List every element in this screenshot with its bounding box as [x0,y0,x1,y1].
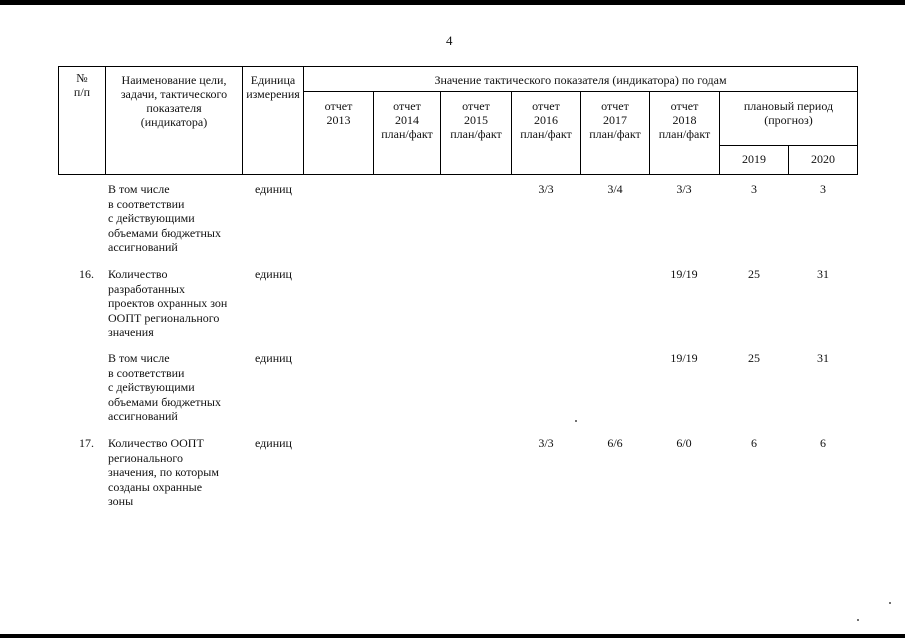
row-unit: единиц [255,351,292,365]
header-col-number-line1: № [76,71,88,85]
cell-2018: 19/19 [670,351,698,365]
bottom-border [0,634,905,638]
row-name-line: проектов охранных зон [108,296,228,310]
row-name-line: созданы охранные [108,479,203,494]
cell-2019: 3 [751,182,757,196]
header-col-unit-line1: Единица [250,73,296,87]
row-name-line: Количество [108,267,168,281]
row-name [108,182,248,255]
header-year-2013-line1: отчет [324,99,353,113]
header-col-name [106,73,242,129]
cell-2017: 6/6 [607,436,623,450]
header-plan-period-line1: плановый период [743,99,834,113]
header-col-number-line2: п/п [73,85,91,99]
header-year-2018-line2: 2018 [672,113,697,127]
header-year-2015-line2: 2015 [464,113,488,127]
scan-speck [889,602,891,604]
header-col-name-line4: (индикатора) [140,115,208,129]
row-unit: единиц [255,267,292,281]
cell-2016: 3/3 [538,436,554,450]
header-year-2017 [581,99,649,141]
header-year-2017-line1: отчет [601,99,629,113]
row-name-line: объемами бюджетных [108,394,221,409]
row-name-line: ассигнований [108,409,178,423]
header-year-2014-line1: отчет [393,99,421,113]
header-col-name-line1: Наименование цели, [121,73,227,87]
header-year-2013-line2: 2013 [326,113,351,127]
cell-2018: 19/19 [670,267,698,281]
row-name-line: в соответствии [108,196,185,211]
header-year-2014-line2: 2014 [395,113,419,127]
header-plan-period-line2: (прогноз) [764,113,813,127]
row-name-line: с действующими [108,211,195,225]
row-name [108,351,248,424]
header-plan-period [720,99,857,127]
header-year-2016-line1: отчет [532,99,560,113]
row-name-line: значения [108,325,154,339]
header-year-2019: 2019 [742,152,766,166]
header-year-2015 [441,99,511,141]
header-year-2020: 2020 [811,152,835,166]
row-name-line: В том числе [108,351,170,365]
cell-2018: 3/3 [676,182,692,196]
row-number: 17. [79,436,94,450]
row-unit: единиц [255,436,292,450]
header-col-name-line2: задачи, тактического [120,87,228,101]
header-year-2015-line3: план/факт [450,127,502,141]
header-col-name-line3: показателя [146,101,202,115]
row-name-line: значения, по которым [108,465,219,479]
header-year-2015-line1: отчет [462,99,490,113]
row-name-line: зоны [108,494,134,508]
cell-2020: 31 [817,267,829,281]
cell-2017: 3/4 [607,182,623,196]
header-year-2014-line3: план/факт [381,127,433,141]
row-name [108,267,248,340]
header-col-unit [243,73,303,101]
header-year-2018 [650,99,719,141]
top-border [0,0,905,5]
header-year-2018-line1: отчет [670,99,699,113]
scan-speck [575,420,577,422]
header-values-title: Значение тактического показателя (индикатора) по годам [434,73,727,87]
row-name-line: с действующими [108,380,195,394]
cell-2019: 25 [748,267,760,281]
row-number: 16. [79,267,94,281]
header-col-number [59,71,105,99]
row-name-line: ассигнований [108,240,178,254]
cell-2018: 6/0 [676,436,692,450]
header-year-2013 [304,99,373,127]
cell-2020: 6 [820,436,826,450]
header-year-2018-line3: план/факт [658,127,711,141]
header-col-unit-line2: измерения [246,87,300,101]
header-year-2017-line3: план/факт [589,127,641,141]
row-name-line: разработанных [108,281,185,296]
row-name-line: ООПТ регионального [108,310,220,325]
cell-2019: 25 [748,351,760,365]
row-name-line: В том числе [108,182,170,196]
header-year-2016 [512,99,580,141]
header-year-2016-line3: план/факт [520,127,572,141]
cell-2020: 31 [817,351,829,365]
header-year-2016-line2: 2016 [534,113,558,127]
header-year-2017-line2: 2017 [603,113,627,127]
row-name [108,436,248,509]
row-unit: единиц [255,182,292,196]
cell-2016: 3/3 [538,182,554,196]
row-name-line: объемами бюджетных [108,225,221,240]
cell-2020: 3 [820,182,826,196]
row-name-line: Количество ООПТ [108,436,204,450]
page-number: 4 [446,33,453,48]
cell-2019: 6 [751,436,757,450]
row-name-line: в соответствии [108,365,185,380]
row-name-line: регионального [108,450,184,465]
scan-speck [857,619,859,621]
header-year-2014 [374,99,440,141]
